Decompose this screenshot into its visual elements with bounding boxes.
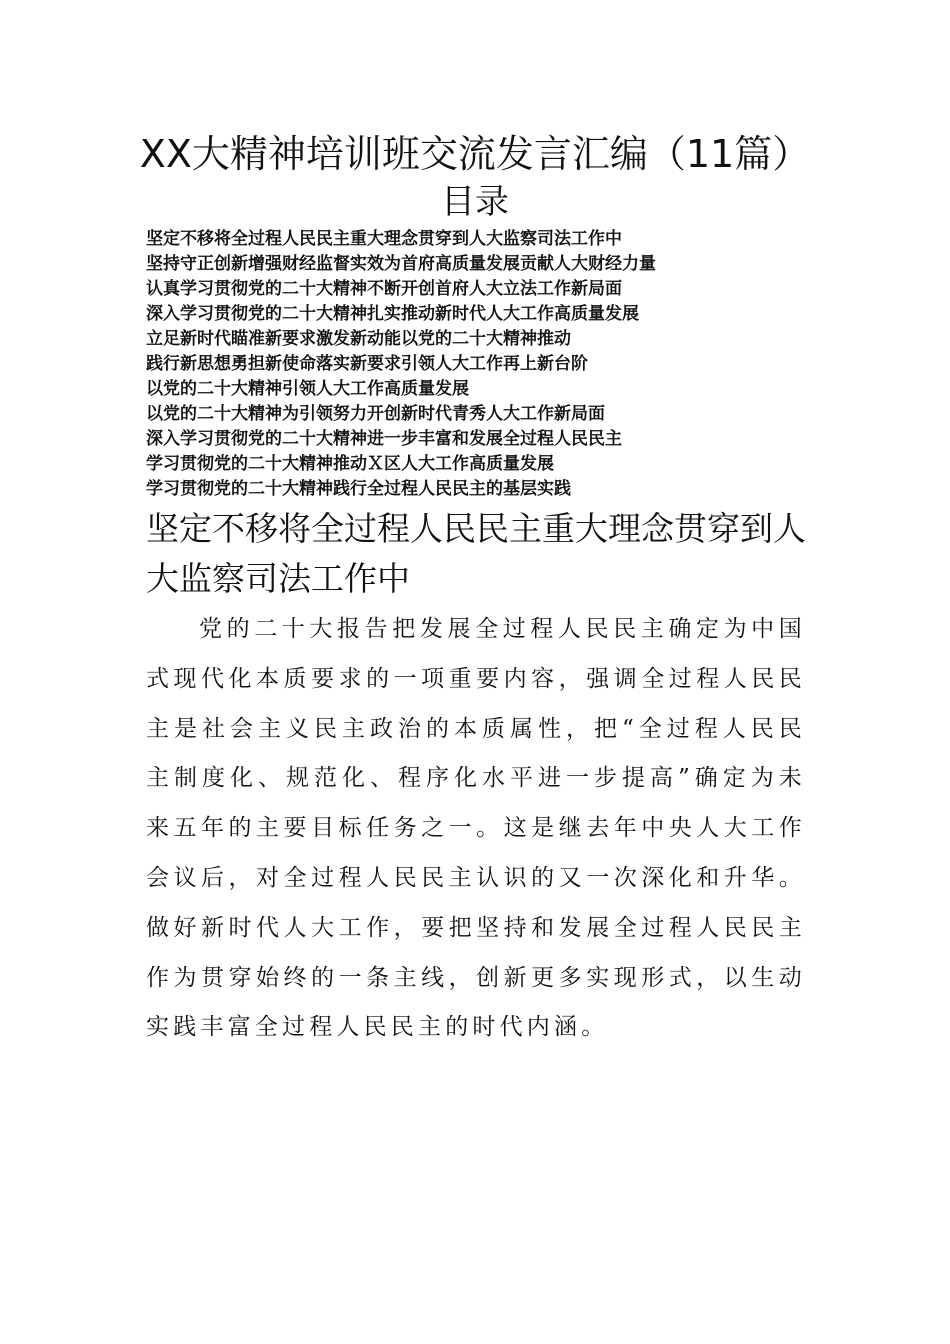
toc-item[interactable]: 坚持守正创新增强财经监督实效为首府高质量发展贡献人大财经力量: [146, 254, 656, 274]
toc-item[interactable]: 以党的二十大精神为引领努力开创新时代青秀人大工作新局面: [146, 404, 605, 424]
toc-item[interactable]: 立足新时代瞄准新要求激发新动能以党的二十大精神推动: [146, 329, 571, 349]
toc-item[interactable]: 学习贯彻党的二十大精神践行全过程人民民主的基层实践: [146, 479, 571, 499]
document-title: XX大精神培训班交流发言汇编（11篇）: [139, 132, 811, 176]
body-paragraph: 党的二十大报告把发展全过程人民民主确定为中国式现代化本质要求的一项重要内容，强调全过程人民民主是社会主义民主政治的本质属性，把“全过程人民民主制度化、规范化、程序化水平进一步提高”确定为未来五年的主要目标任务之一。这是继去年中央人大工作会议后，对全过程人民民主认识的又一次深化和升华。做好新时代人大工作，要把坚持和发展全过程人民民主作为贯穿始终的一条主线，创新更多实现形式，以生动实践丰富全过程人民民主的时代内涵。: [146, 616, 806, 1041]
toc-item[interactable]: 以党的二十大精神引领人大工作高质量发展: [146, 379, 469, 399]
toc-item[interactable]: 践行新思想勇担新使命落实新要求引领人大工作再上新台阶: [146, 354, 588, 374]
toc-heading: 目录: [441, 182, 509, 222]
section-heading: 坚定不移将全过程人民民主重大理念贯穿到人大监察司法工作中: [146, 509, 806, 598]
toc-item[interactable]: 认真学习贯彻党的二十大精神不断开创首府人大立法工作新局面: [146, 279, 622, 299]
toc-item[interactable]: 坚定不移将全过程人民民主重大理念贯穿到人大监察司法工作中: [146, 229, 622, 249]
table-of-contents: [146, 227, 656, 502]
toc-item[interactable]: 深入学习贯彻党的二十大精神进一步丰富和发展全过程人民民主: [146, 429, 622, 449]
toc-item[interactable]: 深入学习贯彻党的二十大精神扎实推动新时代人大工作高质量发展: [146, 304, 639, 324]
toc-item[interactable]: 学习贯彻党的二十大精神推动Ｘ区人大工作高质量发展: [146, 454, 554, 474]
